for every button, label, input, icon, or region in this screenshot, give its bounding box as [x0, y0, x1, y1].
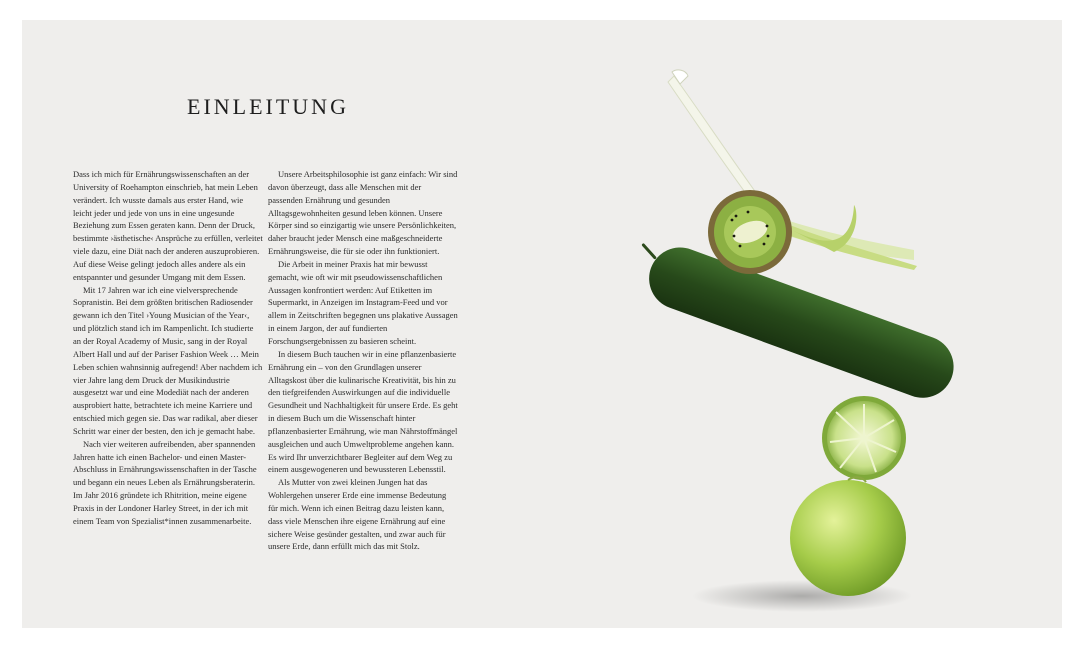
- leek-icon: [668, 70, 917, 270]
- book-spread: [22, 20, 1062, 628]
- paragraph: In diesem Buch tauchen wir in eine pflanzenbasierte Ernährung ein – von den Grundlagen unserer Alltagskost über die kulinarische Kreativität, bis hin zu den tiefgreifenden Auswirkungen auf die individuelle Gesundheit und Nachhaltigkeit für unsere Erde. Es geht in diesem Buch um die Wissenschaft hinter pflanzenbasierter Ernährung, wie man Nährstoffmängel ausgleichen und auch Umweltprobleme angehen kann. Es wird Ihr unverzichtbarer Begleiter auf dem Weg zu einem ausgewogeneren und bewussteren Lebensstil.: [268, 348, 458, 475]
- paragraph: Mit 17 Jahren war ich eine vielversprechende Sopranistin. Bei dem größten britischen Radiosender gewann ich den Titel ›Young Musician of the Year‹, und plötzlich stand ich im Rampenlicht. Ich studierte an der Royal Academy of Music, sang in der Royal Albert Hall und auf der Pariser Fashion Week … Mein Leben schien wahnsinnig aufregend! Aber nachdem ich vier Jahre lang dem Druck der Musikindustrie ausgesetzt war und eine Modediät nach der anderen ausprobiert hatte, betrachtete ich meine Karriere und entschied mich gegen sie. Das war radikal, aber dieser Schritt war einer der besten, den ich je gemacht habe.: [73, 284, 263, 436]
- paragraph: Die Arbeit in meiner Praxis hat mir bewusst gemacht, wie oft wir mit pseudowissenschaftlichen Aussagen konfrontiert werden: Auf Etiketten im Supermarkt, in Anzeigen im Instagram-Feed und vor allem in Zeitschriften begegnen uns plakative Aussagen in einem Jargon, der auf fundierten Forschungsergebnissen zu basieren scheint.: [268, 258, 458, 346]
- paragraph: Nach vier weiteren aufreibenden, aber spannenden Jahren hatte ich einen Bachelor- und einen Master-Abschluss in Ernährungswissenschaften in der Tasche und begann ein neues Leben als Ernährungsberaterin. Im Jahr 2016 gründete ich Rhitrition, meine eigene Praxis in der Londoner Harley Street, in der ich mit einem Team von Spezialist*innen zusammenarbeite.: [73, 438, 257, 526]
- text-column-right: [268, 168, 458, 553]
- apple-icon: [790, 477, 906, 596]
- paragraph: Unsere Arbeitsphilosophie ist ganz einfach: Wir sind davon überzeugt, dass alle Menschen mit der passenden Ernährung und gesunden Alltagsgewohnheiten gesund leben können. Unsere Körper sind so einzigartig wie unsere Persönlichkeiten, daher braucht jeder Mensch eine maßgeschneiderte Ernährungsweise, die für sie oder ihn funktioniert.: [268, 169, 458, 257]
- paragraph: Als Mutter von zwei kleinen Jungen hat das Wohlergehen unserer Erde eine immense Bedeutung für mich. Wenn ich einen Beitrag dazu leisten kann, dass viele Menschen ihre eigene Ernährung auf eine sichere Weise gesünder gestalten, und zwar auch für unsere Erde, dann erfüllt mich das mit Stolz.: [268, 477, 447, 552]
- kiwi-icon: [708, 190, 792, 274]
- paragraph: Dass ich mich für Ernährungswissenschaften an der University of Roehampton einschrieb, hat mein Leben verändert. Ich wusste damals aus erster Hand, wie leicht jeder und jede von uns in eine ungesunde Beziehung zum Essen geraten kann. Denn der Druck, bestimmte ›ästhetische‹ Ansprüche zu erfüllen, verleitet viele dazu, eine Diät nach der anderen auszuprobieren. Auf diese Weise gelingt jedoch alles andere als ein entspannter und gesunder Umgang mit dem Essen.: [73, 169, 263, 282]
- text-column-left: [73, 168, 263, 528]
- lime-icon: [822, 396, 906, 480]
- page-title: EINLEITUNG: [187, 94, 349, 119]
- stacked-vegetables-photo: [622, 40, 1022, 620]
